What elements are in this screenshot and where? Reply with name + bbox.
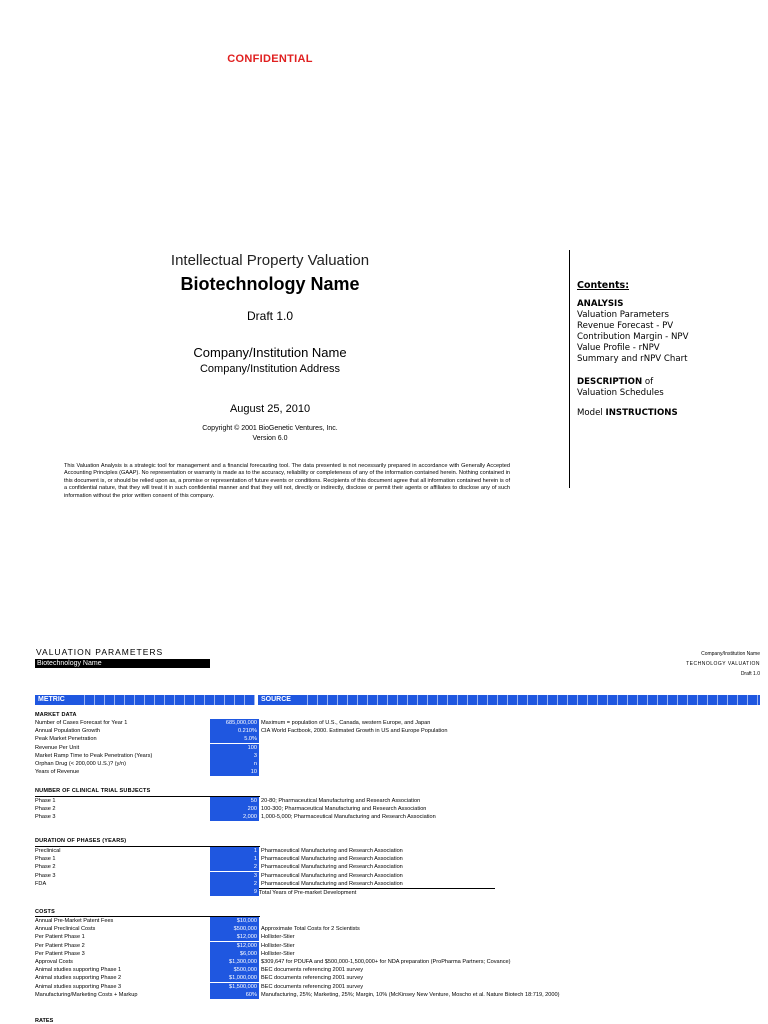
metric-label: Annual Preclinical Costs — [35, 926, 96, 933]
metric-value-cell[interactable]: $12,000 — [210, 933, 259, 941]
metric-value-cell[interactable]: 2 — [210, 880, 259, 888]
biotechnology-name: Biotechnology Name — [180, 274, 360, 294]
table-row — [35, 983, 760, 991]
metric-label: Approval Costs — [35, 958, 73, 965]
metric-value-cell[interactable]: $500,000 — [210, 925, 259, 933]
source-header-label: SOURCE — [261, 696, 291, 703]
contents-model-bold: INSTRUCTIONS — [605, 408, 678, 418]
metric-label: FDA — [35, 880, 47, 887]
right-company-name: Company/Institution Name — [701, 651, 760, 657]
metric-value-cell[interactable]: $6,000 — [210, 950, 259, 958]
company-address: Company/Institution Address — [199, 363, 341, 375]
biotech-name-bar: Biotechnology Name — [35, 659, 210, 668]
metric-label: Phase 2 — [35, 806, 56, 813]
metric-value-cell[interactable]: $12,000 — [210, 942, 259, 950]
source-note: Pharmaceutical Manufacturing and Research Association — [261, 880, 403, 887]
section-rates: RATES — [35, 1018, 54, 1024]
source-note: Pharmaceutical Manufacturing and Research Association — [261, 872, 403, 879]
clinical-rows — [35, 797, 760, 822]
metric-label: Number of Cases Forecast for Year 1 — [35, 720, 128, 726]
source-note: $309,647 for PDUFA and $500,000-1,500,000+ for NDA preparation (ProPharma Partners; Covance) — [261, 958, 511, 965]
table-row — [35, 958, 760, 966]
source-note: Hollister-Stier — [261, 934, 295, 941]
contents-description-sub[interactable]: Valuation Schedules — [577, 388, 664, 398]
source-note: BEC documents referencing 2001 survey — [261, 983, 363, 990]
table-row — [35, 974, 760, 982]
contents-heading: Contents: — [577, 280, 630, 291]
metric-label: Peak Market Penetration — [35, 736, 97, 743]
metric-value-cell[interactable]: 2 — [210, 863, 259, 871]
source-note: Pharmaceutical Manufacturing and Research Association — [261, 848, 403, 854]
metric-value-cell[interactable]: 9 — [210, 888, 259, 896]
metric-header — [35, 695, 255, 705]
metric-value-cell[interactable]: 1 — [210, 847, 259, 855]
metric-value-cell[interactable]: 50 — [210, 797, 259, 805]
document-date: August 25, 2010 — [229, 403, 311, 415]
source-header — [258, 695, 760, 705]
metric-value-cell[interactable]: $500,000 — [210, 966, 259, 974]
metric-value-cell[interactable]: $1,000,000 — [210, 974, 259, 982]
source-note: 20-80; Pharmaceutical Manufacturing and Research Association — [261, 798, 421, 804]
contents-panel — [577, 280, 689, 419]
metric-label: Animal studies supporting Phase 1 — [35, 967, 122, 974]
metric-value-cell[interactable]: 3 — [210, 752, 259, 760]
table-row — [35, 719, 760, 727]
metric-label: Per Patient Phase 1 — [35, 934, 85, 941]
metric-value-cell[interactable]: $10,000 — [210, 917, 259, 925]
source-note: Maximum = population of U.S., Canada, western Europe, and Japan — [261, 720, 431, 726]
metric-label: Market Ramp Time to Peak Penetration (Years) — [35, 752, 153, 759]
section-costs: COSTS — [35, 909, 55, 915]
source-note: CIA World Factbook, 2000. Estimated Growth in US and Europe Population — [261, 728, 448, 735]
table-row — [35, 917, 760, 925]
metric-value-cell[interactable]: n — [210, 760, 259, 768]
table-row — [35, 942, 760, 950]
table-row — [35, 925, 760, 933]
table-row — [35, 735, 760, 743]
metric-value-cell[interactable]: 60% — [210, 991, 259, 999]
table-row — [35, 768, 760, 776]
metric-label: Per Patient Phase 2 — [35, 942, 85, 949]
metric-value-cell[interactable]: $1,300,000 — [210, 958, 259, 966]
table-row — [35, 880, 760, 888]
contents-item-valuation-parameters[interactable]: Valuation Parameters — [577, 310, 669, 320]
table-row — [35, 950, 760, 958]
metric-label: Annual Pre-Market Patent Fees — [35, 918, 114, 924]
source-note: Hollister-Stier — [261, 950, 295, 957]
contents-model-prefix: Model — [577, 408, 606, 418]
metric-header-label: METRIC — [38, 696, 65, 703]
right-technology-valuation: TECHNOLOGY VALUATION — [686, 661, 760, 667]
source-note: 1,000-5,000; Pharmaceutical Manufacturing and Research Association — [261, 814, 436, 821]
metric-label: Animal studies supporting Phase 2 — [35, 975, 122, 982]
metric-value-cell[interactable]: 2,000 — [210, 813, 259, 821]
contents-description-rest: of — [642, 377, 654, 387]
table-row — [35, 872, 760, 880]
disclaimer-text: This Valuation Analysis is a strategic tool for management and a financial forecasting tool. The data presented is not necessarily prepared in accordance with Generally Accepted Accounting Principles (GAAP). No representation or warranty is made as to the accuracy, reliability or completeness of any of the information contained herein. Nothing contained in this document is, or should be relied upon as, a promise or representation of future events or conditions. Recipients of this document agree that all information contained herein is of a confidential nature, that they will treat it in such confidential manner and that they will not, directly or indirectly, disclose or permit their agents or affiliates to disclose any of such information without the prior written consent of this company. — [64, 463, 510, 499]
table-row — [35, 855, 760, 863]
metric-label: Animal studies supporting Phase 3 — [35, 983, 122, 990]
metric-label: Years of Revenue — [35, 769, 80, 776]
metric-header-gridlines — [75, 695, 255, 705]
section-duration: DURATION OF PHASES (YEARS) — [35, 838, 127, 844]
source-note: BEC documents referencing 2001 survey — [261, 967, 363, 974]
metric-label: Phase 1 — [35, 798, 56, 804]
contents-item-value-profile[interactable]: Value Profile - rNPV — [577, 343, 660, 353]
source-note: 100-300; Pharmaceutical Manufacturing and Research Association — [261, 806, 427, 813]
table-row — [35, 863, 760, 871]
metric-label: Phase 3 — [35, 872, 56, 879]
metric-value-cell[interactable]: 685,000,000 — [210, 719, 259, 727]
metric-label: Per Patient Phase 3 — [35, 950, 85, 957]
source-note: Total Years of Pre-market Development — [259, 888, 495, 897]
metric-label: Revenue Per Unit — [35, 744, 80, 751]
metric-label: Manufacturing/Marketing Costs + Markup — [35, 991, 138, 998]
contents-description[interactable] — [577, 377, 689, 388]
right-draft: Draft 1.0 — [740, 671, 760, 677]
copyright-notice: Copyright © 2001 BioGenetic Ventures, Inc. — [202, 425, 338, 432]
metric-value-cell[interactable]: 200 — [210, 805, 259, 813]
metric-value-cell[interactable]: 5.0% — [210, 735, 259, 743]
section-clinical-subjects: NUMBER OF CLINICAL TRIAL SUBJECTS — [35, 788, 151, 794]
contents-item-contribution-margin[interactable]: Contribution Margin - NPV — [577, 332, 689, 342]
metric-value-cell[interactable]: 100 — [210, 744, 259, 752]
metric-label: Phase 3 — [35, 814, 56, 821]
duration-rows — [35, 847, 760, 896]
contents-divider — [569, 250, 570, 488]
table-row — [35, 933, 760, 941]
metric-label: Preclinical — [35, 848, 61, 854]
contents-description-bold: DESCRIPTION — [577, 377, 643, 387]
contents-item-summary-chart[interactable]: Summary and rNPV Chart — [577, 354, 688, 364]
source-note: BEC documents referencing 2001 survey — [261, 975, 363, 982]
metric-label: Annual Population Growth — [35, 728, 100, 735]
source-note: Approximate Total Costs for 2 Scientists — [261, 926, 360, 933]
draft-version: Draft 1.0 — [246, 309, 294, 323]
table-row — [35, 813, 760, 821]
company-name: Company/Institution Name — [193, 345, 347, 360]
cost-rows — [35, 917, 760, 999]
source-note: Manufacturing, 25%; Marketing, 25%; Margin, 10% (McKinsey New Venture, Moscho et al. Nature Biotech 18:719, 2000) — [261, 991, 560, 998]
contents-analysis-label[interactable]: ANALYSIS — [577, 299, 624, 309]
confidential-label: CONFIDENTIAL — [227, 53, 313, 65]
metric-label: Orphan Drug (< 200,000 U.S.)? (y/n) — [35, 760, 126, 767]
software-version: Version 6.0 — [252, 435, 288, 442]
metric-value-cell[interactable]: $1,500,000 — [210, 983, 259, 991]
metric-value-cell[interactable]: 3 — [210, 872, 259, 880]
table-row — [35, 805, 760, 813]
source-note: Hollister-Stier — [261, 942, 295, 949]
metric-label: Phase 1 — [35, 856, 56, 863]
market-data-rows — [35, 719, 760, 776]
table-row — [35, 797, 760, 805]
metric-value-cell[interactable]: 0.210% — [210, 727, 259, 735]
section-market-data: MARKET DATA — [35, 712, 77, 718]
table-row — [35, 847, 760, 855]
table-row — [35, 966, 760, 974]
table-row — [35, 744, 760, 752]
contents-item-revenue-forecast[interactable]: Revenue Forecast - PV — [577, 321, 674, 331]
source-header-gridlines — [298, 695, 760, 705]
source-note: Pharmaceutical Manufacturing and Research Association — [261, 856, 403, 863]
source-note: Pharmaceutical Manufacturing and Research Association — [261, 864, 403, 871]
metric-value-cell[interactable]: 1 — [210, 855, 259, 863]
table-row — [35, 752, 760, 760]
table-row — [35, 991, 760, 999]
metric-value-cell[interactable]: 10 — [210, 768, 259, 776]
table-row — [35, 727, 760, 735]
metric-label: Phase 2 — [35, 864, 56, 871]
contents-model-instructions[interactable] — [577, 408, 689, 419]
document-title: Intellectual Property Valuation — [170, 252, 370, 269]
table-row — [35, 760, 760, 768]
valuation-parameters-title: VALUATION PARAMETERS — [36, 647, 164, 657]
table-row — [35, 888, 760, 896]
